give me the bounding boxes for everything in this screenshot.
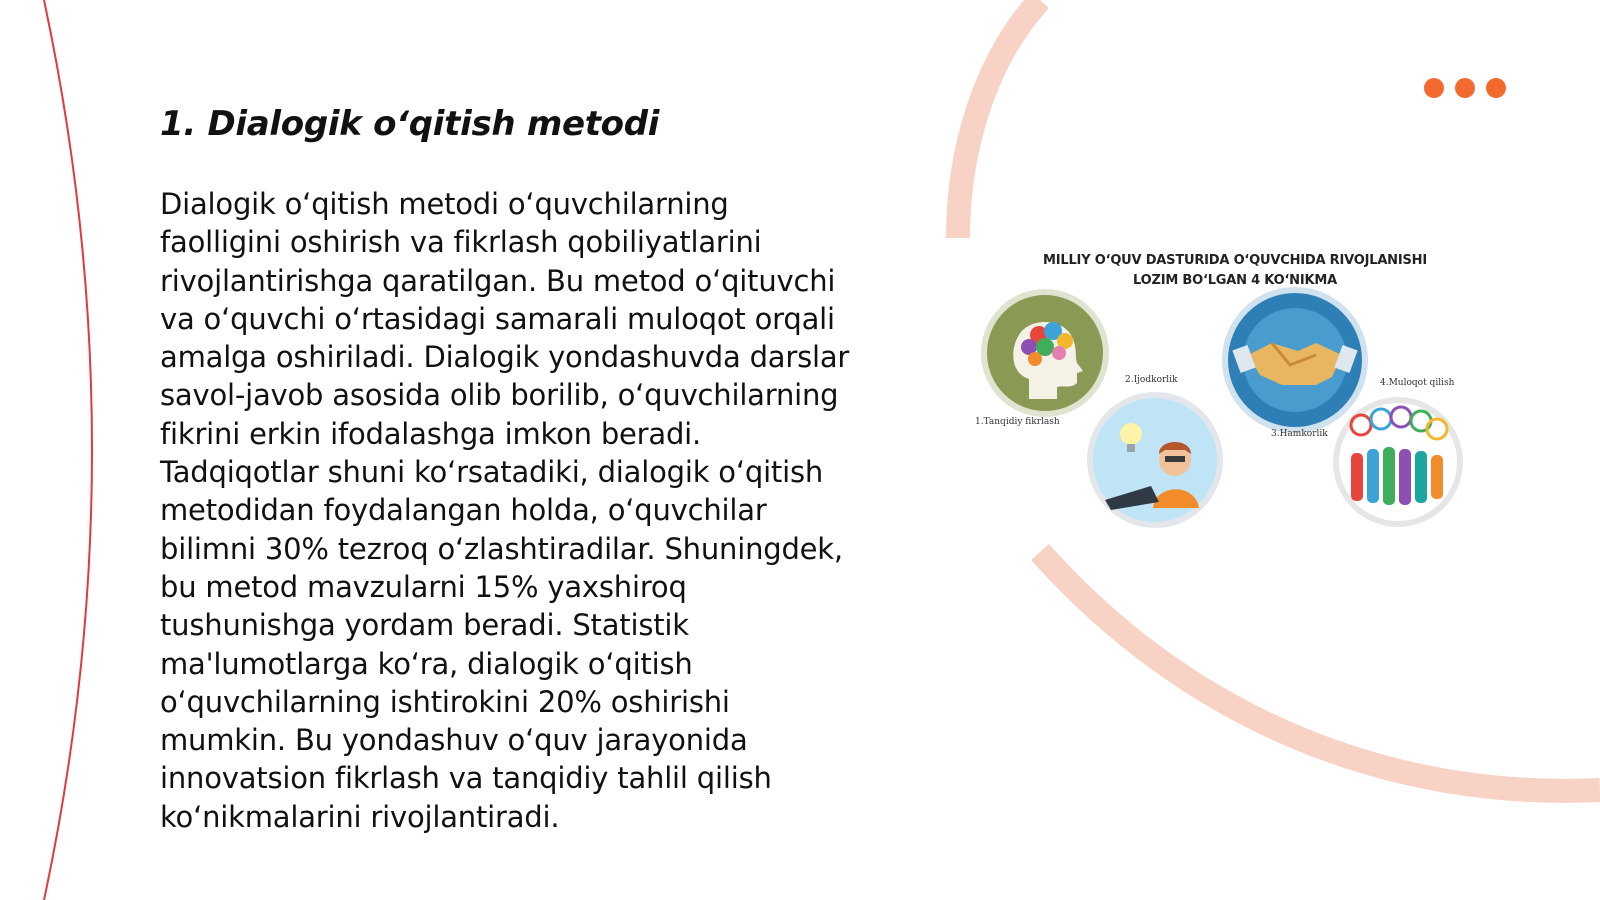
skill-label-4: 4.Muloqot qilish xyxy=(1380,378,1455,388)
skills-infographic xyxy=(975,245,1495,545)
slide-body-text: Dialogik o‘qitish metodi o‘quvchilarning faolligini oshirish va fikrlash qobiliyatlarini rivojlantirishga qaratilgan. Bu metod o‘qituvchi va o‘quvchi o‘rtasidagi samarali muloqot orqali amalga oshiriladi. Dialogik yondashuvda darslar savol-javob asosida olib borilib, o‘quvchilarning fikrini erkin ifodalashga imkon beradi. Tadqiqotlar shuni ko‘rsatadiki, dialogik o‘qitish metodidan foydalangan holda, o‘quvchilar bilimni 30% tezroq o‘zlashtiradilar. Shuningdek, bu metod mavzularni 15% yaxshiroq tushunishga yordam beradi. Statistik ma'lumotlarga ko‘ra, dialogik o‘qitish o‘quvchilarning ishtirokini 20% oshirishi mumkin. Bu yondashuv o‘quv jarayonida innovatsion fikrlash va tanqidiy tahlil qilish ko‘nikmalarini rivojlantiradi. xyxy=(160,187,850,834)
skill-label-1: 1.Tanqidiy fikrlash xyxy=(975,417,1060,427)
skill-label-3: 3.Hamkorlik xyxy=(1271,429,1328,439)
decorative-arc-bottom xyxy=(1040,552,1600,791)
people-group-icon xyxy=(1331,395,1465,529)
skill-label-2: 2.Ijodkorlik xyxy=(1125,375,1178,385)
idea-person-icon xyxy=(1085,390,1225,530)
infographic-title-line-1: MILLIY O‘QUV DASTURIDA O‘QUVCHIDA RIVOJLANISHI xyxy=(1043,253,1427,268)
dot xyxy=(1486,78,1506,98)
left-curve-line xyxy=(44,0,92,900)
decorative-arc-top xyxy=(958,0,1040,238)
dot xyxy=(1424,78,1444,98)
infographic-title-line-2: LOZIM BO‘LGAN 4 KO‘NIKMA xyxy=(1133,273,1337,288)
dot xyxy=(1455,78,1475,98)
decorative-dots xyxy=(1424,78,1506,98)
slide-title: 1. Dialogik o‘qitish metodi xyxy=(160,104,660,144)
